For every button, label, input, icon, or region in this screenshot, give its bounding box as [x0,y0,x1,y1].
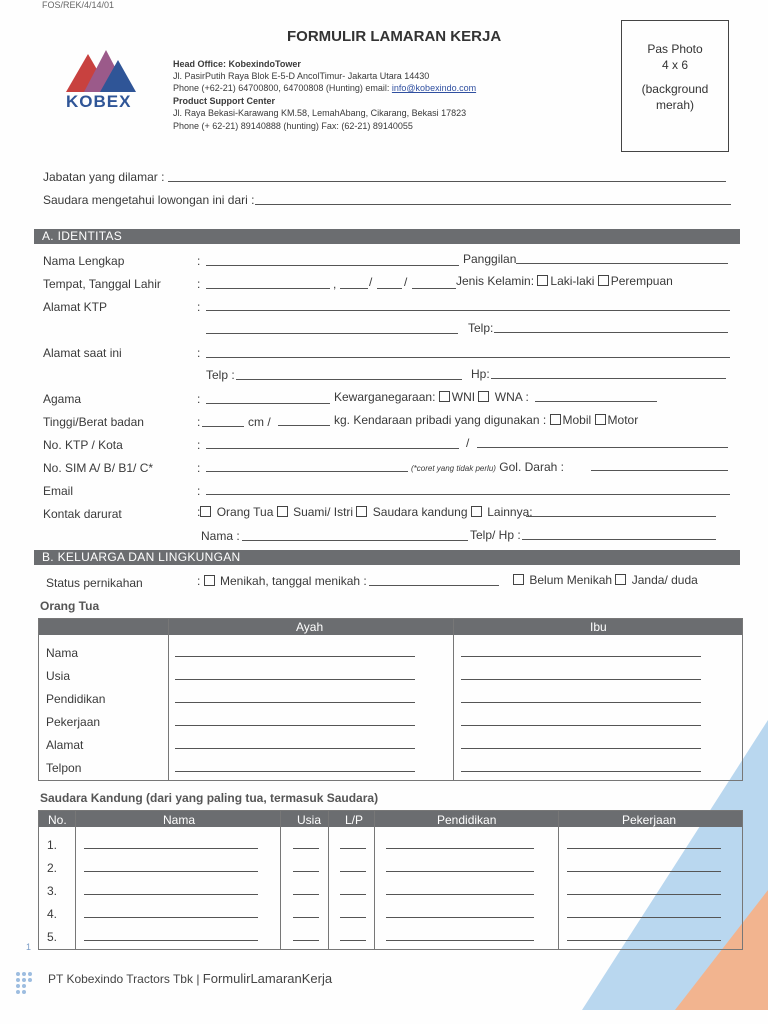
sibling-usia-field[interactable] [293,848,319,849]
divider [168,619,169,780]
sibling-row-number: 2. [47,861,58,875]
sibling-row-number: 3. [47,884,58,898]
sim-note: (*coret yang tidak perlu) Gol. Darah : [411,460,564,474]
divider [374,811,375,949]
panggilan-label: Panggilan [463,252,517,266]
ayah-field[interactable] [175,771,415,772]
ibu-field[interactable] [461,748,701,749]
slash: / [404,275,408,289]
ibu-field[interactable] [461,656,701,657]
colon: : [197,392,201,406]
wni-checkbox[interactable] [439,391,450,402]
alamat-ktp-field-2[interactable] [206,333,458,334]
ayah-field[interactable] [175,679,415,680]
parent-row-label: Pekerjaan [46,715,101,729]
wna-checkbox[interactable] [478,391,489,402]
parent-row-label: Alamat [46,738,84,752]
kontak-options: : Orang Tua Suami/ Istri Saudara kandung Lainnya: [197,505,533,519]
alamat-ini-label: Alamat saat ini [43,346,122,360]
photo-box[interactable] [621,20,729,152]
col-ayah: Ayah [296,620,324,634]
hp-label: Hp: [471,367,490,381]
telp-field[interactable] [494,332,728,333]
photo-label: Pas Photo [647,42,703,56]
nama2-label: Nama : [201,529,240,543]
ayah-field[interactable] [175,702,415,703]
nama-label: Nama Lengkap [43,254,125,268]
email-field[interactable] [206,494,730,495]
sibling-pendidikan-field[interactable] [386,940,534,941]
kontak-label: Kontak darurat [43,507,122,521]
phone-1: Phone (+62-21) 64700800, 64700808 (Hunting) email: info@kobexindo.com [173,83,477,93]
sibling-pekerjaan-field[interactable] [567,894,721,895]
kobex-logo-icon [66,50,136,94]
tinggi-field[interactable] [202,426,244,427]
ayah-field[interactable] [175,725,415,726]
lainnya-checkbox[interactable] [471,506,482,517]
gol-darah-field[interactable] [591,470,728,471]
sibling-pekerjaan-field[interactable] [567,917,721,918]
bulan-field[interactable] [377,288,402,289]
telphp-label: Telp/ Hp : [470,528,521,542]
logo-text: KOBEX [66,92,132,111]
sibling-lp-field[interactable] [340,871,366,872]
ktp-label: No. KTP / Kota [43,438,123,452]
parent-row-label: Pendidikan [46,692,106,706]
footer-dots-icon [14,970,36,1000]
sibling-lp-field[interactable] [340,917,366,918]
menikah-option: : Menikah, tanggal menikah : [197,574,367,588]
janda-checkbox[interactable] [615,574,626,585]
telp-label: Telp: [468,321,494,335]
mobil-checkbox[interactable] [550,414,561,425]
belum-option: Belum Menikah Janda/ duda [513,573,698,587]
section-a-header: A. IDENTITAS [34,229,740,244]
photo-bg-2: merah) [655,98,694,112]
sim-label: No. SIM A/ B/ B1/ C* [43,461,154,475]
laki-checkbox[interactable] [537,275,548,286]
orang-tua-title: Orang Tua [40,599,100,613]
siblings-table [38,810,743,950]
page-title: FORMULIR LAMARAN KERJA [287,28,502,45]
sibling-pendidikan-field[interactable] [386,917,534,918]
address-2: Jl. Raya Bekasi-Karawang KM.58, LemahAbang, Cikarang, Bekasi 17823 [173,108,467,118]
ibu-field[interactable] [461,702,701,703]
colon: : [197,438,201,452]
sibling-lp-field[interactable] [340,940,366,941]
sibling-col-header: L/P [345,813,364,827]
jabatan-field[interactable] [168,181,726,182]
parent-row-label: Telpon [46,761,82,775]
perempuan-checkbox[interactable] [598,275,609,286]
sibling-usia-field[interactable] [293,894,319,895]
divider [328,811,329,949]
ktp-field[interactable] [206,448,459,449]
telp2-field[interactable] [236,379,462,380]
saudara-title: Saudara Kandung (dari yang paling tua, termasuk Saudara) [40,791,379,805]
kontak-telp-field[interactable] [522,539,716,540]
tinggi-label: Tinggi/Berat badan [43,415,144,429]
slash: / [369,275,373,289]
agama-field[interactable] [206,403,330,404]
colon: : [197,346,201,360]
email-link[interactable]: info@kobexindo.com [391,83,477,93]
phone-2: Phone (+ 62-21) 89140888 (hunting) Fax: (62-21) 89140055 [173,121,413,131]
colon: : [197,461,201,475]
belum-checkbox[interactable] [513,574,524,585]
kontak-nama-field[interactable] [242,540,468,541]
parent-row-label: Usia [46,669,71,683]
sibling-lp-field[interactable] [340,894,366,895]
colon: : [197,254,201,268]
ayah-field[interactable] [175,748,415,749]
motor-checkbox[interactable] [595,414,606,425]
ibu-field[interactable] [461,771,701,772]
colon: : [197,300,201,314]
saudara-checkbox[interactable] [356,506,367,517]
divider [453,619,454,780]
lainnya-field[interactable] [526,516,716,517]
sibling-pendidikan-field[interactable] [386,848,534,849]
agama-label: Agama [43,392,82,406]
sibling-usia-field[interactable] [293,871,319,872]
sibling-nama-field[interactable] [84,940,258,941]
ibu-field[interactable] [461,725,701,726]
ibu-field[interactable] [461,679,701,680]
photo-size: 4 x 6 [661,58,688,72]
colon: : [197,484,201,498]
sibling-col-header: Pekerjaan [622,813,677,827]
jabatan-label: Jabatan yang dilamar : [43,170,165,184]
sibling-usia-field[interactable] [293,940,319,941]
sibling-row-number: 4. [47,907,58,921]
sim-field[interactable] [206,471,408,472]
sibling-col-header: Nama [163,813,196,827]
support-center: Product Support Center [173,96,276,106]
orangtua-checkbox[interactable] [200,506,211,517]
sibling-pekerjaan-field[interactable] [567,848,721,849]
colon: : [197,415,201,429]
status-label: Status pernikahan [46,576,143,590]
sibling-nama-field[interactable] [84,871,258,872]
sibling-pendidikan-field[interactable] [386,871,534,872]
telp2-label: Telp : [206,368,235,382]
section-b-header: B. KELUARGA DAN LINGKUNGAN [34,550,740,565]
divider [75,811,76,949]
sibling-nama-field[interactable] [84,917,258,918]
tahun-field[interactable] [412,288,456,289]
berat-field[interactable] [278,425,330,426]
photo-bg-1: (background [641,82,709,96]
parents-table-header [39,619,742,635]
address-1: Jl. PasirPutih Raya Blok E-5-D AncolTimur- Jakarta Utara 14430 [173,71,430,81]
comma: , [333,277,337,291]
alamat-ktp-label: Alamat KTP [43,300,108,314]
sibling-row-number: 1. [47,838,58,852]
lowongan-label: Saudara mengetahui lowongan ini dari : [43,193,255,207]
lowongan-field[interactable] [255,204,731,205]
sibling-pekerjaan-field[interactable] [567,940,721,941]
panggilan-field[interactable] [516,263,728,264]
doc-code: FOS/REK/4/14/01 [42,0,115,10]
sibling-usia-field[interactable] [293,917,319,918]
sibling-pekerjaan-field[interactable] [567,871,721,872]
sibling-pendidikan-field[interactable] [386,894,534,895]
nama-field[interactable] [206,265,459,266]
tgl-menikah-field[interactable] [369,585,499,586]
sibling-col-header: No. [48,813,67,827]
ttl-label: Tempat, Tanggal Lahir [43,277,161,291]
alamat-ini-field[interactable] [206,357,730,358]
colon: : [197,277,201,291]
sibling-lp-field[interactable] [340,848,366,849]
sibling-nama-field[interactable] [84,894,258,895]
divider [280,811,281,949]
ktp-slash: / [466,436,470,450]
sibling-col-header: Usia [297,813,322,827]
sibling-col-header: Pendidikan [437,813,497,827]
parents-table [38,618,743,781]
email-label: Email [43,484,74,498]
footer-text: PT Kobexindo Tractors Tbk | FormulirLamaranKerja [48,971,333,986]
suami-checkbox[interactable] [277,506,288,517]
alamat-ktp-field[interactable] [206,310,730,311]
page-number: 1 [26,942,32,952]
kewarganegaraan: Kewarganegaraan: WNI WNA : [334,390,529,404]
ayah-field[interactable] [175,656,415,657]
hp-field[interactable] [491,378,726,379]
sibling-row-number: 5. [47,930,58,944]
parent-row-label: Nama [46,646,79,660]
kota-field[interactable] [477,447,728,448]
sibling-nama-field[interactable] [84,848,258,849]
jenis-kelamin: Jenis Kelamin: Laki-laki Perempuan [456,274,673,288]
divider [558,811,559,949]
menikah-checkbox[interactable] [204,575,215,586]
tgl-field[interactable] [340,288,368,289]
head-office: Head Office: KobexindoTower [173,59,301,69]
cm-label: cm / [248,415,271,429]
wna-field[interactable] [535,401,657,402]
kendaraan: kg. Kendaraan pribadi yang digunakan : Mobil Motor [334,413,639,427]
tempat-field[interactable] [206,288,330,289]
col-ibu: Ibu [590,620,607,634]
